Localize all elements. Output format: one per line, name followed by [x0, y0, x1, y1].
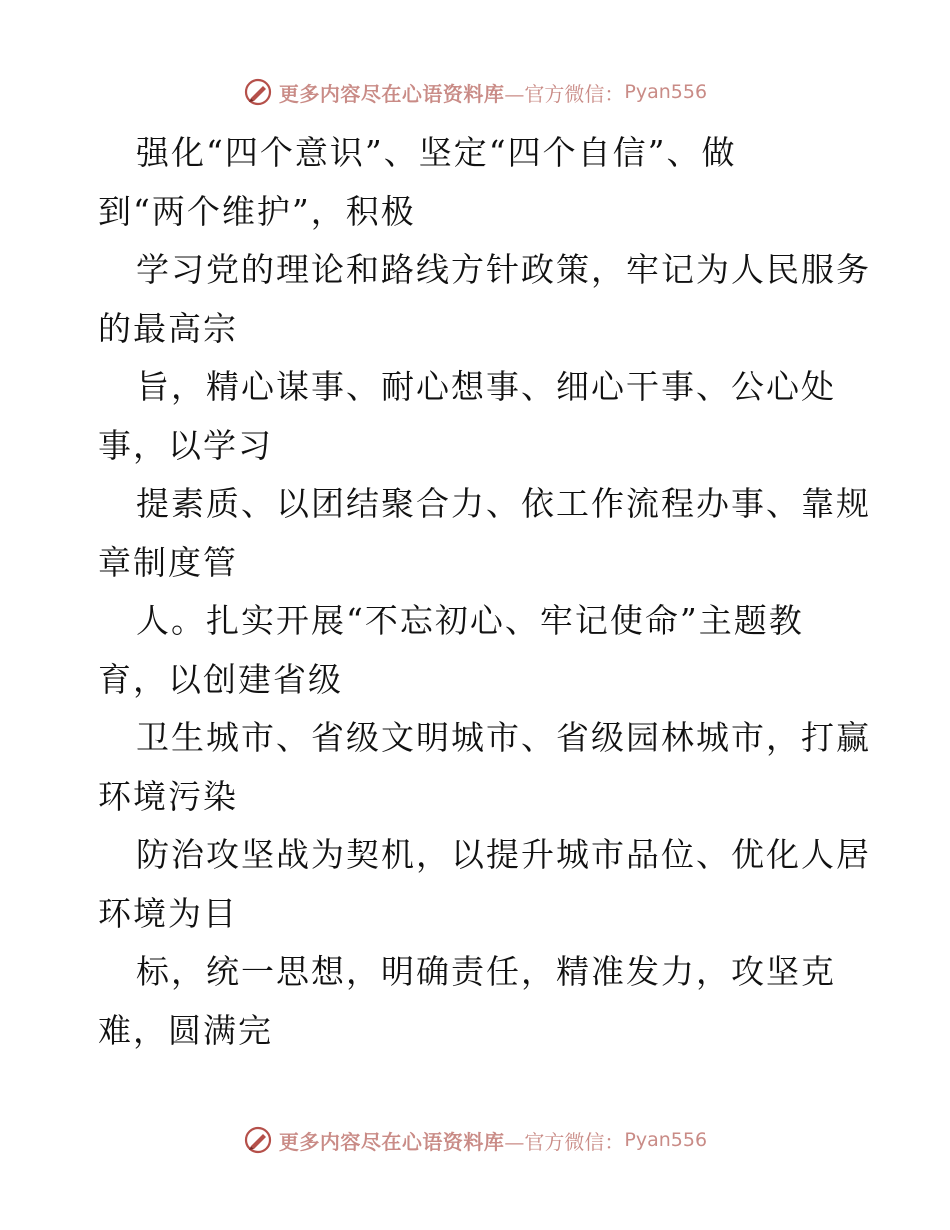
text-line: 强化“四个意识”、坚定“四个自信”、做: [136, 133, 737, 172]
watermark-wechat-id: Pyan556: [624, 1129, 708, 1151]
text-line: 章制度管: [98, 542, 238, 582]
text-line: 事，以学习: [98, 425, 273, 465]
text-line: 提素质、以团结聚合力、依工作流程办事、靠规: [136, 484, 871, 523]
footer-watermark: [0, 1120, 950, 1160]
pen-logo-icon: [243, 1125, 273, 1155]
text-line: 标，统一思想，明确责任，精准发力，攻坚克: [136, 952, 836, 991]
text-line: 的最高宗: [98, 308, 238, 348]
text-line: 难，圆满完: [98, 1010, 273, 1050]
text-line: 学习党的理论和路线方针政策，牢记为人民服务: [136, 250, 871, 289]
text-line: 卫生城市、省级文明城市、省级园林城市，打赢: [136, 718, 871, 757]
watermark-separator: —官方微信：: [504, 1129, 625, 1154]
header-watermark: [0, 72, 950, 112]
watermark-separator: —官方微信：: [504, 81, 625, 106]
text-line: 人。扎实开展“不忘初心、牢记使命”主题教: [136, 601, 804, 640]
text-line: 环境污染: [98, 776, 238, 816]
text-line: 旨，精心谋事、耐心想事、细心干事、公心处: [136, 367, 836, 406]
watermark-text: 更多内容尽在心语资料库: [278, 81, 505, 106]
text-line: 环境为目: [98, 893, 238, 933]
watermark-wechat-id: Pyan556: [624, 81, 708, 103]
text-line: 到“两个维护”，积极: [98, 191, 416, 231]
watermark-text: 更多内容尽在心语资料库: [278, 1129, 505, 1154]
pen-logo-icon: [243, 77, 273, 107]
text-line: 育，以创建省级: [98, 659, 343, 699]
document-body: [98, 124, 871, 1060]
text-line: 防治攻坚战为契机，以提升城市品位、优化人居: [136, 835, 871, 874]
